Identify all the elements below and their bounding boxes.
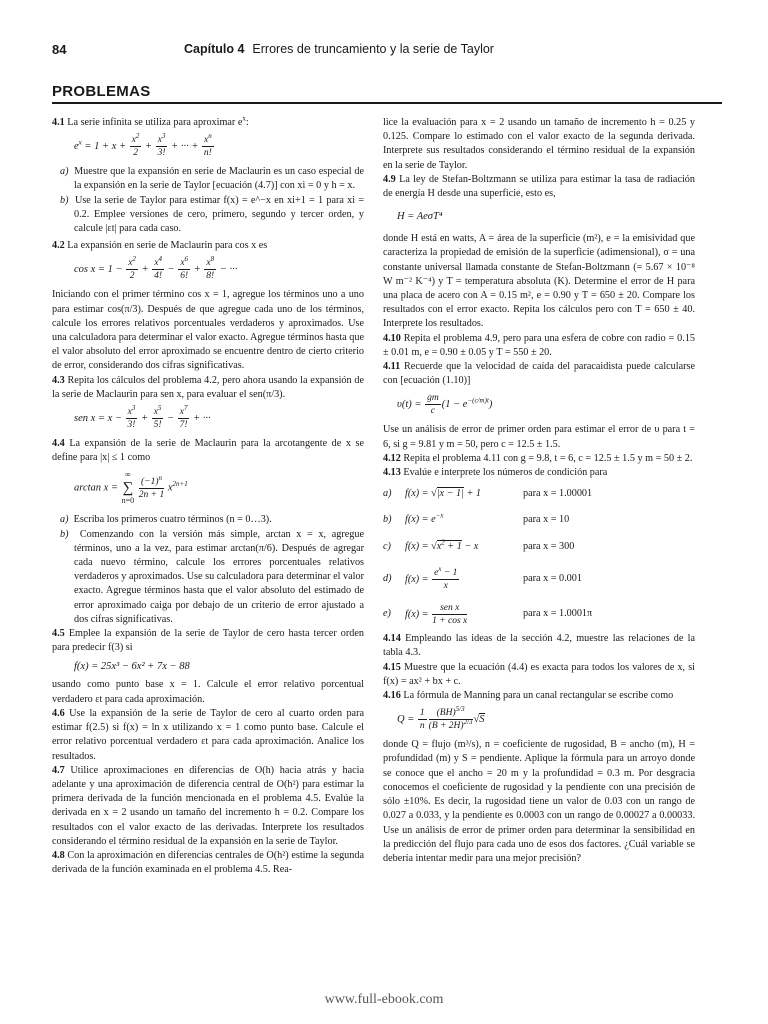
problem-4-3: 4.3 Repita los cálculos del problema 4.2, pero ahora usando la expansión de la serie de Maclaurin para sen x, para evaluar el sen(π/3). (52, 374, 365, 400)
condition-function-b: $f(x) = e^{-x}$ (405, 511, 444, 526)
problem-4-1-b: b) Use la serie de Taylor para estimar f(x) = e^−x en xi+1 = 1 para xi = 0.2. Emplee versiones de cero, primero, segundo y tercer orden, y calcule |εt| para cada caso. (60, 194, 365, 235)
problem-4-13: 4.13 Evalúe e interprete los números de condición para (383, 467, 608, 479)
problem-4-11: 4.11 Recuerde que la velocidad de caída del paracaidista puede calcularse con [ecuación (1.10)] (383, 361, 696, 387)
condition-function-d: f(x) = $\frac{e^x - 1}{x}$ (405, 564, 458, 591)
left-column (52, 116, 364, 877)
problem-4-1: 4.1 La serie infinita se utiliza para aproximar $e^x$: (52, 114, 249, 128)
right-column (383, 116, 695, 866)
condition-item-a: a) f(x) = √|x − 1| + 1 para x = 1.00001 (383, 482, 695, 506)
condition-function-c: $f(x) = √x^2 + 1 - x$ (405, 538, 479, 553)
chapter-heading (184, 42, 494, 56)
problem-4-9: 4.9 La ley de Stefan-Boltzmann se utiliza para estimar la tasa de radiación de energía H desde una superficie, esto es, (383, 173, 695, 200)
problem-4-11-body: Use un análisis de error de primer orden para estimar el error de υ para t = 6, si g = 9.81 y m = 50, pero c = 12.5 ± 1.5. (383, 424, 695, 450)
condition-function-e: f(x) = $\frac{\text{sen x}}{\text{1 + cos x}}$ (405, 602, 468, 626)
problem-4-1-a: a) Muestre que la expansión en serie de Maclaurin es un caso especial de la expansión en la serie de Taylor [ecuación (4.7)] con xi = 0 y h = x. (60, 166, 364, 192)
condition-item-e: e) f(x) = $\frac{\text{sen x}}{\text{1 + cos x}}$ para x = 1.0001π (383, 602, 593, 626)
condition-item-c: c) $f(x) = √x^2 + 1 - x$ para x = 300 (383, 534, 695, 560)
problem-4-14: 4.14 Empleando las ideas de la sección 4.2, muestre las relaciones de la tabla 4.3. (383, 633, 695, 659)
equation-cos-series: cos x = 1 − $\frac{x^2}{2}$ + $\frac{x^4}{4!}$ − $\frac{x^6}{6!}$ + $\frac{x^8}{8!}$ − ··· (74, 255, 238, 282)
problem-4-2: 4.2 La expansión en serie de Maclaurin para cos x es (52, 240, 268, 252)
problem-4-2-body: Iniciando con el primer término cos x = 1, agregue los términos uno a uno para estimar cos(π/3). Después de que agregue cada uno de los términos, calcule los errores relativos porcentuales verdaderos y aproximados. Use una calculadora para determinar el valor exacto. Agregue términos hasta que el valor absoluto del error aproximado se encuentre dentro de cierto criterio de error, considerando dos cifras significativas. (52, 289, 364, 372)
problem-4-5-body: usando como punto base x = 1. Calcule el error relativo porcentual verdadero εt para cada aproximación. (52, 679, 364, 705)
equation-stefan-boltzmann: H = AeσT⁴ (397, 211, 443, 223)
problem-4-4-b: b) Comenzando con la versión más simple, arctan x = x, agregue términos, uno a la vez, para estimar arctan(π/6). Después de agregar cada nuevo término, calcule los errores porcentuales relativos verdaderos y aproximados. Use su calculadora para determinar el valor exacto. Agregue términos hasta que el valor absoluto del estimado de error aproximado caiga por debajo de un criterio de error ajustado a dos cifras significativas. (60, 528, 364, 625)
equation-exp-series: $e^x = 1 + x$ + $\frac{x^2}{2}$ + $\frac{x^3}{3!}$ + ··· + $\frac{x^n}{n!}$ (74, 132, 212, 159)
problem-4-4-a: a) Escriba los primeros cuatro términos (n = 0…3). (60, 514, 272, 526)
problem-4-9-body: donde H está en watts, A = área de la superficie (m²), e = la emisividad que caracteriza la propiedad de emisión de la superficie (adimensional), σ = una constante universal llamada constante de Stefan-Boltzmann (= 5.67 × 10⁻⁸ W m⁻² K⁻⁴) y T = temperatura absoluta (K). Determine el error de H para una placa de acero con A = 0.15 m², e = 0.90 y T = 650 ± 20. Compare los resultados con el error exacto. Repita los cálculos pero con T = 650 ± 40. Interprete los resultados. (383, 233, 695, 330)
problem-4-5: 4.5 Emplee la expansión de la serie de Taylor de cero hasta tercer orden para predecir f(3) si (52, 628, 364, 654)
page-number: 84 (52, 42, 67, 57)
condition-function-a: f(x) = √|x − 1| + 1 (405, 488, 481, 500)
problem-4-16-body: donde Q = flujo (m³/s), n = coeficiente de rugosidad, B = ancho (m), H = profundidad (m) y S = pendiente. Aplique la fórmula para un arroyo donde se conoce que el ancho = 20 m y la profundidad = 0.3 m. Por desgracia conocemos el coeficiente de rugosidad y la pendiente con una precisión de sólo ±10%. Es decir, la rugosidad tiene un valor de 0.03 con un rango de 0.027 a 0.033, y la pendiente es 0.0003 con un rango de 0.00027 a 0.00033. Use un análisis de error de primer orden para determinar la sensibilidad en la predicción del flujo para cada uno de esos dos factores. ¿Cuál variable se debería intentar medir para una mejor precisión? (383, 739, 695, 864)
equation-velocity: υ(t) = $\frac{gm}{c}$ $(1 - e^{-(c/m)t})$ (397, 393, 493, 417)
equation-sin-series: sen x = x − $\frac{x^3}{3!}$ + $\frac{x^5}{5!}$ − $\frac{x^7}{7!}$ + ··· (74, 403, 211, 431)
problem-4-6: 4.6 Use la expansión de la serie de Taylor de cero al cuarto orden para estimar f(2.5) si f(x) = ln x utilizando x = 1 como punto base. Calcule el error relativo porcentual verdadero εt para cada aproximación. Analice los resultados. (52, 707, 364, 762)
equation-manning: Q = $\frac{1}{n}$ $\frac{(BH)^{5/3}}{(B + 2H)^{2/3}}$ √S (397, 705, 485, 732)
problem-4-7: 4.7 Utilice aproximaciones en diferencias de O(h) hacia atrás y hacia adelante y una aproximación de diferencia central de O(h²) para estimar la primera derivada de la función mencionada en el problema 4.5. Evalúe la derivada en x = 2 usando un tamaño del incremento h = 0.2. Compare los resultados con el valor exacto de las derivadas. Interprete los resultados considerando el término residual de la expansión en la serie de Taylor. (52, 764, 365, 847)
problem-4-12: 4.12 Repita el problema 4.11 con g = 9.8, t = 6, c = 12.5 ± 1.5 y m = 50 ± 2. (383, 452, 693, 464)
chapter-title: Errores de truncamiento y la serie de Taylor (252, 42, 494, 56)
condition-item-d: d) f(x) = $\frac{e^x - 1}{x}$ para x = 0.001 (383, 564, 582, 591)
problem-4-8-continued: lice la evaluación para x = 2 usando un tamaño de incremento h = 0.25 y 0.125. Compare lo estimado con el valor exacto de la segunda derivada. Interprete sus resultados considerando el término residual de la expansión en la serie de Taylor. (383, 117, 695, 171)
problem-4-4: 4.4 La expansión de la serie de Maclaurin para la arcotangente de x se define para |x| ≤ 1 como (52, 438, 364, 464)
chapter-label: Capítulo 4 (184, 42, 245, 56)
equation-polynomial: f(x) = 25x³ − 6x² + 7x − 88 (74, 661, 190, 673)
problem-4-16: 4.16 La fórmula de Manning para un canal rectangular se escribe como (383, 690, 674, 702)
problem-4-8: 4.8 Con la aproximación en diferencias centrales de O(h²) estime la segunda derivada de la función examinada en el problema 4.5. Rea- (52, 849, 364, 876)
equation-arctan-series: arctan x = ∞ ∑ n=0 $\frac{(-1)^n}{2n + 1}$ $x^{2n+1}$ (74, 470, 188, 506)
section-title: PROBLEMAS (52, 83, 151, 100)
problem-4-10: 4.10 Repita el problema 4.9, pero para una esfera de cobre con radio = 0.15 ± 0.01 m, e = 0.90 ± 0.05 y T = 550 ± 20. (383, 332, 696, 358)
section-rule (52, 102, 722, 104)
problem-4-15: 4.15 Muestre que la ecuación (4.4) es exacta para todos los valores de x, si f(x) = ax² + bx + c. (383, 661, 696, 687)
condition-item-b: b) $f(x) = e^{-x}$ para x = 10 (383, 508, 695, 532)
footer-url: www.full-ebook.com (324, 992, 444, 1007)
